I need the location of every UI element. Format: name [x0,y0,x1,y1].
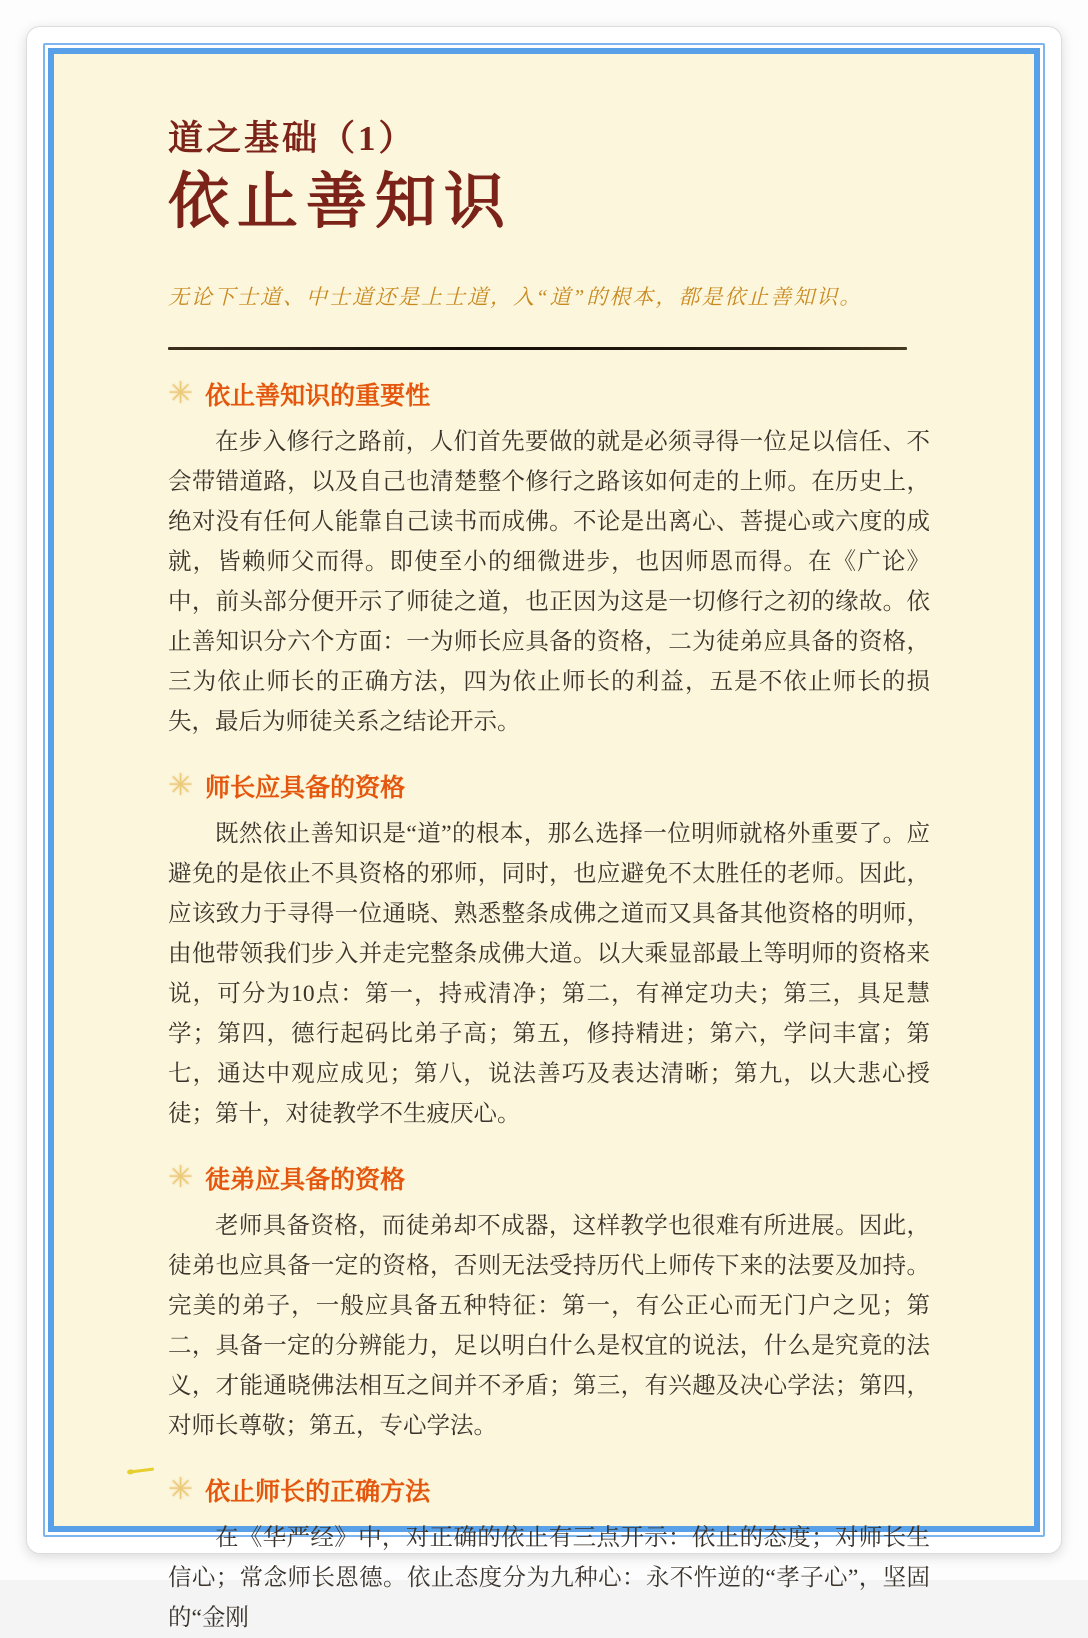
flower-ornament-icon: ✳ [168,1473,194,1507]
inner-blue-frame [48,48,1040,1632]
flower-ornament-icon: ✳ [168,1161,194,1195]
section-body: 在《华严经》中，对正确的依止有三点开示：依止的态度；对师长生信心；常念师长恩德。依止态度分为九种心：永不忤逆的“孝子心”，坚固的“金刚 [168,1525,930,1632]
outer-blue-frame [43,43,1045,1632]
page-title: 依止善知识 [168,169,514,236]
section-heading-label: 依止师长的正确方法 [205,1478,431,1507]
section-body: 老师具备资格，而徒弟却不成器，这样教学也很难有所进展。因此，徒弟也应具备一定的资格，否则无法受持历代上师传下来的法要及加持。完美的弟子，一般应具备五种特征：第一，有公正心而无门户之见；第二，具备一定的分辨能力，足以明白什么是权宜的说法，什么是究竟的法义，才能通晓佛法相互之间并不矛盾；第三，有兴趣及决心学法；第四，对师长尊敬；第五，专心学法。 [168,1213,930,1440]
section-importance [168,376,930,742]
section-heading-label: 依止善知识的重要性 [205,382,431,411]
page-card [26,26,1062,1632]
flower-ornament-icon: ✳ [168,377,194,411]
section-heading [168,376,930,412]
section-heading [168,768,930,804]
section-body: 在步入修行之路前，人们首先要做的就是必须寻得一位足以信任、不会带错道路，以及自己也清楚整个修行之路该如何走的上师。在历史上，绝对没有任何人能靠自己读书而成佛。不论是出离心、菩提心或六度的成就，皆赖师父而得。即使至小的细微进步，也因师恩而得。在《广论》中，前头部分便开示了师徒之道，也正因为这是一切修行之初的缘故。依止善知识分六个方面：一为师长应具备的资格，二为徒弟应具备的资格，三为依止师长的正确方法，四为依止师长的利益，五是不依止师长的损失，最后为师徒关系之结论开示。 [168,429,930,736]
page-content [54,54,1034,1632]
lead-quote: 无论下士道、中士道还是上士道，入“道”的根本，都是依止善知识。 [168,285,863,310]
series-kicker: 道之基础（1） [168,119,417,158]
section-heading [168,1160,930,1196]
divider-rule [168,347,907,350]
section-body: 既然依止善知识是“道”的根本，那么选择一位明师就格外重要了。应避免的是依止不具资格的邪师，同时，也应避免不太胜任的老师。因此，应该致力于寻得一位通晓、熟悉整条成佛之道而又具备其他资格的明师，由他带领我们步入并走完整条成佛大道。以大乘显部最上等明师的资格来说，可分为10点：第一，持戒清净；第二，有禅定功夫；第三，具足慧学；第四，德行起码比弟子高；第五，修持精进；第六，学问丰富；第七，通达中观应成见；第八，说法善巧及表达清晰；第九，以大悲心授徒；第十，对徒教学不生疲厌心。 [168,821,930,1128]
section-correct-method [168,1472,930,1638]
flower-ornament-icon: ✳ [168,769,194,803]
section-teacher-qualifications [168,768,930,1134]
section-heading [168,1472,930,1508]
section-heading-label: 徒弟应具备的资格 [205,1166,406,1195]
section-disciple-qualifications [168,1160,930,1446]
section-heading-label: 师长应具备的资格 [205,774,406,803]
